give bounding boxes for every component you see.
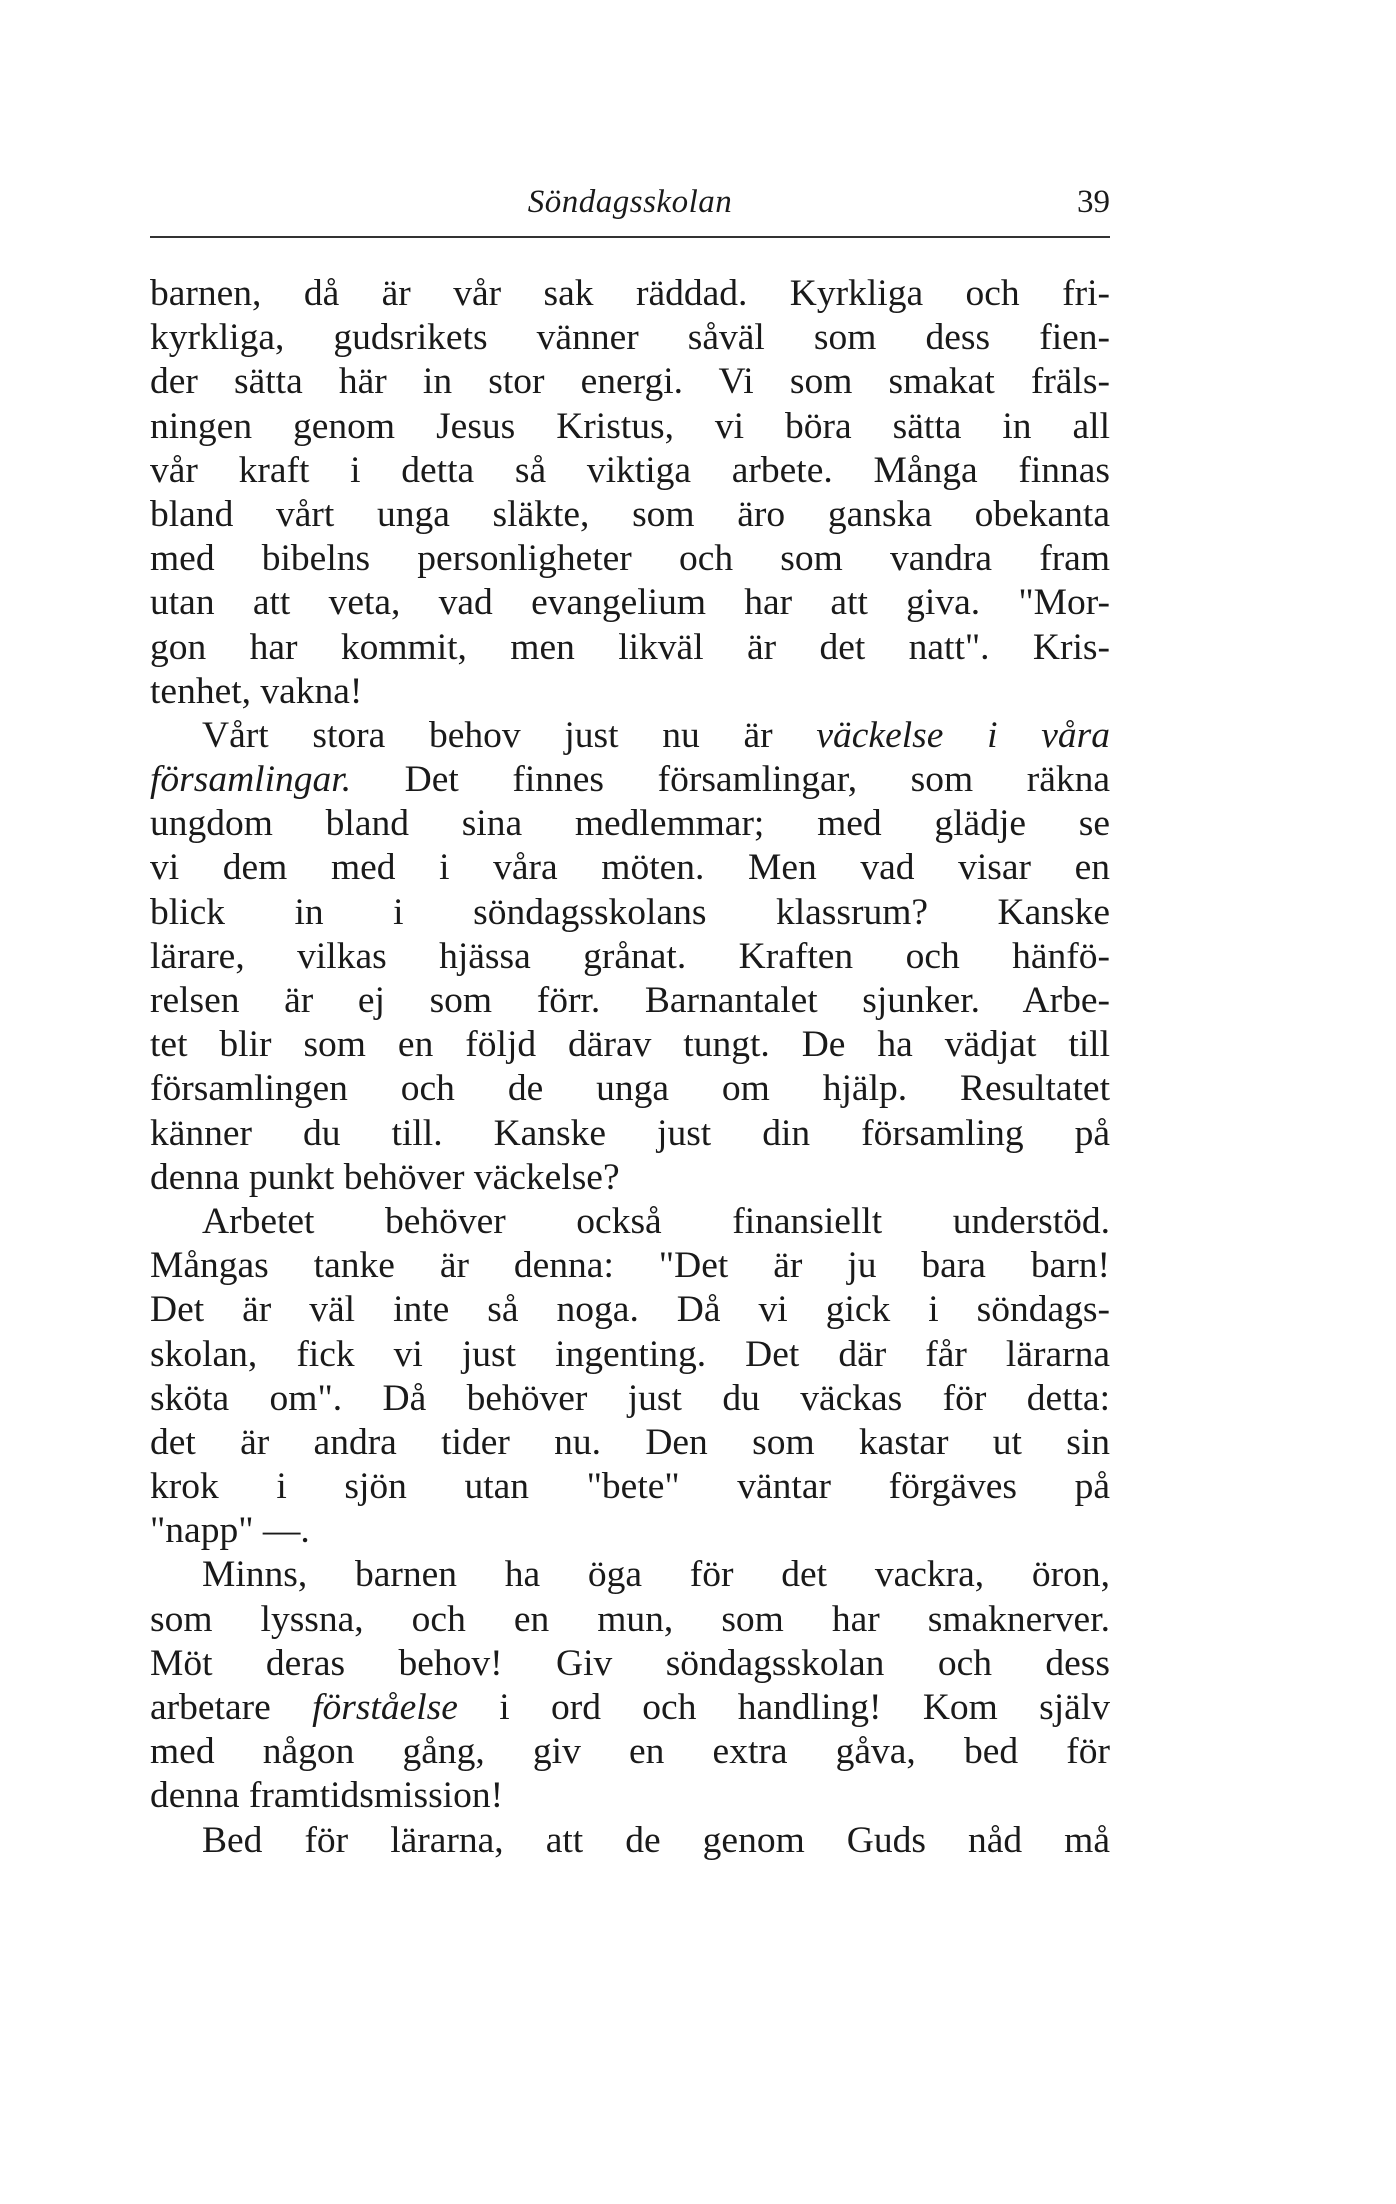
running-title: Söndagsskolan xyxy=(527,184,733,220)
text-line: barnen, då är vår sak räddad. Kyrkliga och fri- xyxy=(150,273,1110,314)
text-line: tenhet, vakna! xyxy=(150,670,363,712)
text-line: denna framtidsmission! xyxy=(150,1775,504,1817)
header-rule xyxy=(150,236,1110,238)
text-line: känner du till. Kanske just din församling på xyxy=(150,1112,1110,1154)
text-line: Arbetet behöver också finansiellt understöd. xyxy=(202,1200,1110,1242)
text-line: som lyssna, och en mun, som har smaknerver. xyxy=(150,1598,1110,1640)
text-line: vi dem med i våra möten. Men vad visar en xyxy=(150,847,1110,889)
text-line: med någon gång, giv en extra gåva, bed för xyxy=(150,1731,1110,1773)
text-line: det är andra tider nu. Den som kastar ut sin xyxy=(150,1421,1110,1463)
body-text xyxy=(150,272,1110,1863)
text-line: Mångas tanke är denna: "Det är ju bara barn! xyxy=(150,1245,1110,1287)
text-line: denna punkt behöver väckelse? xyxy=(150,1156,620,1198)
text-line: bland vårt unga släkte, som äro ganska obekanta xyxy=(150,493,1110,535)
text-line: tet blir som en följd därav tungt. De ha vädjat till xyxy=(150,1024,1110,1066)
text-line: gon har kommit, men likväl är det natt". Kris- xyxy=(150,626,1110,668)
text-line: kyrkliga, gudsrikets vänner såväl som dess fien- xyxy=(150,317,1110,359)
text-line: församlingar. Det finnes församlingar, som räkna xyxy=(150,759,1110,801)
text-line: der sätta här in stor energi. Vi som smakat fräls- xyxy=(150,361,1110,403)
text-line: krok i sjön utan "bete" väntar förgäves på xyxy=(150,1466,1110,1508)
text-line: Det är väl inte så noga. Då vi gick i söndags- xyxy=(150,1289,1110,1331)
text-line: vår kraft i detta så viktiga arbete. Många finnas xyxy=(150,449,1110,491)
emphasis: förståelse xyxy=(312,1687,458,1728)
text-line: ningen genom Jesus Kristus, vi böra sätta in all xyxy=(150,405,1110,447)
text-line: blick in i söndagsskolans klassrum? Kanske xyxy=(150,891,1110,933)
text-line: Möt deras behov! Giv söndagsskolan och dess xyxy=(150,1642,1110,1684)
text-line: församlingen och de unga om hjälp. Resultatet xyxy=(150,1068,1110,1110)
text-line: relsen är ej som förr. Barnantalet sjunker. Arbe- xyxy=(150,980,1110,1021)
text-line: utan att veta, vad evangelium har att giva. "Mor- xyxy=(150,582,1110,624)
text-line: ungdom bland sina medlemmar; med glädje se xyxy=(150,803,1110,845)
text-line: sköta om". Då behöver just du väckas för detta: xyxy=(150,1377,1110,1419)
emphasis: väckelse i våra xyxy=(816,714,1110,756)
text-line: Bed för lärarna, att de genom Guds nåd må xyxy=(202,1819,1110,1861)
text-line: med bibelns personligheter och som vandra fram xyxy=(150,538,1110,580)
text-line: "napp" —. xyxy=(150,1510,310,1552)
text-line: lärare, vilkas hjässa grånat. Kraften och hänfö- xyxy=(150,935,1110,977)
text-line: Vårt stora behov just nu är väckelse i våra xyxy=(202,714,1110,756)
text-line: skolan, fick vi just ingenting. Det där får lärarna xyxy=(150,1333,1110,1375)
page-number: 39 xyxy=(1077,184,1110,220)
emphasis: församlingar. xyxy=(150,759,352,801)
text-line: arbetare förståelse i ord och handling! Kom själv xyxy=(150,1687,1110,1728)
text-line: Minns, barnen ha öga för det vackra, öron, xyxy=(202,1554,1110,1596)
running-head xyxy=(150,180,1110,230)
